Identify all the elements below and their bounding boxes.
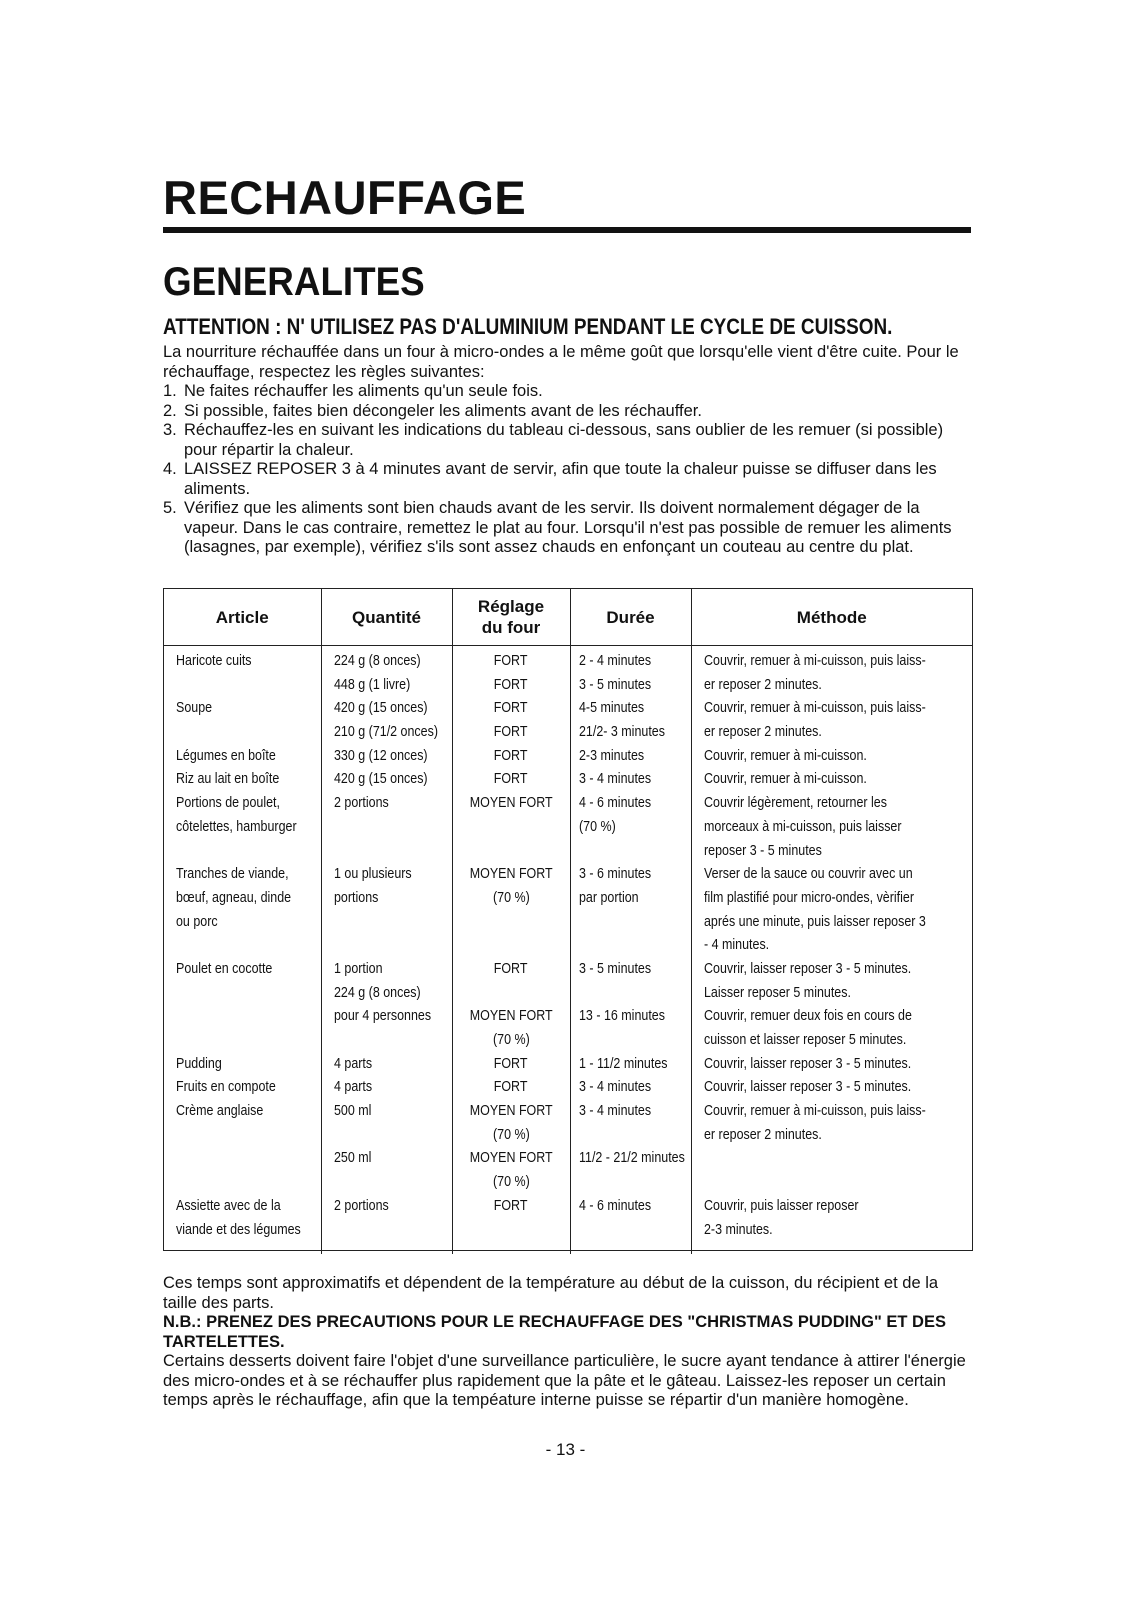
cell-line [334,1100,446,1124]
cell-line [176,1124,315,1148]
cell-text: FORT [494,960,528,977]
rule-item [163,460,975,499]
cell-text: 3 - 4 minutes [578,771,651,788]
cell-text: 448 g (1 livre) [333,676,410,693]
cell-text: côtelettes, hamburger [176,818,297,835]
cell-setting [452,863,570,958]
cell-quantity [321,958,452,1254]
cell-line [704,768,969,792]
cell-line [704,1005,969,1029]
cell-method [691,646,972,864]
cell-text: 3 - 5 minutes [578,676,651,693]
cell-line [704,982,969,1006]
cell-text: (70 %) [492,1174,530,1191]
cell-line [176,721,315,745]
cell-line [579,863,685,887]
cell-text: morceaux à mi-cuisson, puis laisser [703,818,902,835]
cell-text: film plastifié pour micro-ondes, vèrifier [703,889,914,906]
cell-line [704,721,969,745]
cell-text: MOYEN FORT [469,795,553,812]
rule-number: 3. [163,421,177,439]
cell-line [579,1219,685,1243]
rule-text: LAISSEZ REPOSER 3 à 4 minutes avant de servir, afin que toute la chaleur puisse se diffuser dans les aliments. [184,460,937,498]
cell-line [176,1171,315,1195]
cell-text: Couvrir, remuer à mi-cuisson, puis laiss- [703,1103,926,1120]
rule-number: 2. [163,401,177,420]
cell-line [334,840,446,864]
cell-line [453,840,570,864]
cell-line [579,1147,685,1171]
cell-method [691,863,972,958]
cell-line [704,650,969,674]
cell-line [579,674,685,698]
cell-line [704,792,969,816]
cell-quantity [321,646,452,864]
cell-line [453,1100,570,1124]
cell-line [176,697,315,721]
cell-line [334,958,446,982]
cell-line [176,1053,315,1077]
cell-line [579,1195,685,1219]
cell-line [704,674,969,698]
cell-method [691,958,972,1254]
table-row [164,646,972,864]
cell-line [453,958,570,982]
cell-line [176,1076,315,1100]
cell-text: 3 - 4 minutes [578,1079,651,1096]
rule-text: Réchauffez-les en suivant les indications du tableau ci-dessous, sans oublier de les remuer (si possible) pour répartir la chaleur. [184,421,944,459]
cell-line [176,911,315,935]
cell-line [704,1124,969,1148]
cell-line [579,768,685,792]
cell-line [176,958,315,982]
cell-text: FORT [494,1055,528,1072]
cell-text: Couvrir légèrement, retourner les [703,795,887,812]
cell-text: 3 - 5 minutes [578,960,651,977]
cell-line [334,721,446,745]
cell-line [453,674,570,698]
cell-line [579,792,685,816]
cell-text: 330 g (12 onces) [333,747,428,764]
cell-duration [570,863,691,958]
cell-line [579,887,685,911]
header-quantity: Quantité [321,589,452,646]
cell-text: (70 %) [492,1032,530,1048]
cell-line [334,674,446,698]
cell-text: - 4 minutes. [703,937,769,954]
cell-line [453,1053,570,1077]
section-heading: GENERALITES [163,260,425,304]
cell-text: 3 - 4 minutes [578,1103,651,1120]
cell-line [579,816,685,840]
cell-article [164,646,321,864]
christmas-pudding-warning: N.B.: PRENEZ DES PRECAUTIONS POUR LE RECHAUFFAGE DES "CHRISTMAS PUDDING" ET DES TARTELETTES. [163,1313,946,1351]
cell-line [579,1076,685,1100]
cell-text: Couvrir, laisser reposer 3 - 5 minutes. [703,960,911,977]
cell-line [176,934,315,958]
cell-text: Fruits en compote [176,1079,276,1096]
cell-text: pour 4 personnes [333,1008,431,1025]
rule-text: Ne faites réchauffer les aliments qu'un seule fois. [184,382,543,400]
cell-line [334,768,446,792]
cell-text: Crème anglaise [176,1103,264,1120]
cell-line [704,958,969,982]
cell-line [453,863,570,887]
cell-line [579,1100,685,1124]
rule-item [163,402,975,422]
cell-line [579,650,685,674]
cell-setting [452,646,570,864]
cell-text: 224 g (8 onces) [333,653,421,669]
cell-text: cuisson et laisser reposer 5 minutes. [703,1032,906,1048]
cell-line [579,1053,685,1077]
cell-line [334,934,446,958]
cell-line [453,1219,570,1243]
cell-line [579,697,685,721]
rule-number: 5. [163,499,177,517]
cell-text: MOYEN FORT [469,866,553,883]
cell-line [334,863,446,887]
intro-paragraph: La nourriture réchauffée dans un four à micro-ondes a le même goût que lorsqu'elle vient d'être cuite. Pour le réchauffage, respectez les règles suivantes: [163,343,959,381]
cell-text: 4 - 6 minutes [578,795,651,812]
header-setting [452,589,570,646]
cell-text: FORT [494,1197,528,1214]
cell-line [334,1195,446,1219]
cell-text: 13 - 16 minutes [578,1008,665,1025]
cell-quantity [321,863,452,958]
cell-text: 1 - 11/2 minutes [578,1055,667,1072]
cell-text: Portions de poulet, [176,795,280,812]
cell-line [453,792,570,816]
cell-line [453,1124,570,1148]
table-row [164,958,972,1254]
cell-text: MOYEN FORT [469,1150,553,1167]
cell-line [334,1219,446,1243]
rule-number: 1. [163,382,177,400]
cell-line [704,1076,969,1100]
cell-line [176,1005,315,1029]
cell-line [176,792,315,816]
cell-text: er reposer 2 minutes. [703,724,822,741]
cell-line [453,982,570,1006]
header-method: Méthode [691,589,972,646]
cell-text: Couvrir, puis laisser reposer [703,1197,859,1214]
cell-line [579,1029,685,1053]
cell-line [176,1219,315,1243]
cell-article [164,958,321,1254]
cell-text: Tranches de viande, [176,866,289,883]
cell-duration [570,646,691,864]
cell-text: bœuf, agneau, dinde [176,889,292,906]
cell-text: Couvrir, remuer à mi-cuisson, puis laiss- [703,700,926,717]
cell-text: Verser de la sauce ou couvrir avec un [703,866,913,883]
cell-line [176,816,315,840]
cell-line [334,911,446,935]
cell-line [579,1171,685,1195]
page-title: RECHAUFFAGE [163,171,527,224]
cell-text: Soupe [176,700,213,717]
reheating-table-grid [164,589,972,1254]
cell-text: MOYEN FORT [469,1008,553,1025]
cell-line [704,887,969,911]
cell-text: portions [333,889,378,906]
cell-text: 2 portions [333,1197,389,1214]
rule-text: Si possible, faites bien décongeler les aliments avant de les réchauffer. [184,401,702,420]
cell-text: 4-5 minutes [578,700,644,717]
cell-text: ou porc [176,913,218,930]
cell-line [334,745,446,769]
cell-text: viande et des légumes [176,1221,301,1238]
cell-line [453,816,570,840]
cell-line [579,840,685,864]
cell-text: FORT [494,676,528,693]
cell-line [176,745,315,769]
cell-line [453,768,570,792]
cell-text: FORT [494,724,528,741]
cell-line [176,840,315,864]
cell-line [704,840,969,864]
cell-line [453,887,570,911]
cell-line [453,721,570,745]
cell-line [334,1005,446,1029]
cell-line [453,934,570,958]
cell-setting [452,958,570,1254]
cell-text: 4 parts [333,1055,372,1072]
cell-text: Couvrir, remuer deux fois en cours de [703,1008,912,1025]
cell-text: 224 g (8 onces) [333,984,421,1001]
cell-line [176,863,315,887]
cell-text: 2-3 minutes. [703,1221,773,1238]
cell-line [453,1171,570,1195]
cell-text: 420 g (15 onces) [333,771,428,788]
rule-number: 4. [163,460,177,478]
cell-line [334,1171,446,1195]
cell-text: (70 %) [492,889,530,906]
cell-text: Poulet en cocotte [176,960,273,977]
cell-line [176,1100,315,1124]
cell-article [164,863,321,958]
rule-item [163,382,975,402]
cell-text: 1 ou plusieurs [333,866,412,883]
cell-line [453,1147,570,1171]
cell-line [704,1219,969,1243]
cell-text: MOYEN FORT [469,1103,553,1120]
cell-text: 1 portion [333,960,383,977]
cell-text: Haricote cuits [176,653,252,669]
page-number: - 13 - [545,1440,586,1459]
cell-line [453,1195,570,1219]
reheating-rules-list [163,382,975,558]
cell-line [334,816,446,840]
cell-line [704,911,969,935]
cell-line [453,650,570,674]
cell-line [334,650,446,674]
cell-text: 2 - 4 minutes [578,653,651,669]
cell-line [579,1124,685,1148]
cell-text: 210 g (71/2 onces) [333,724,438,741]
timing-note: Ces temps sont approximatifs et dépendent de la température au début de la cuisson, du récipient et de la taille des parts. [163,1274,939,1312]
cell-line [334,982,446,1006]
cell-text: 2 portions [333,795,389,812]
cell-line [704,863,969,887]
header-article: Article [164,589,321,646]
cell-text: 11/2 - 21/2 minutes [578,1150,685,1167]
cell-line [334,887,446,911]
cell-line [704,1053,969,1077]
cell-text: FORT [494,771,528,788]
cell-line [704,1171,969,1195]
cell-text: 500 ml [333,1103,371,1120]
cell-text: Couvrir, remuer à mi-cuisson. [703,771,867,788]
cell-line [453,745,570,769]
cell-line [334,1147,446,1171]
cell-text: (70 %) [578,818,616,835]
cell-line [334,1029,446,1053]
cell-text: aprés une minute, puis laisser reposer 3 [703,913,926,930]
table-body [164,646,972,1255]
cell-line [176,1147,315,1171]
cell-text: er reposer 2 minutes. [703,676,822,693]
cell-line [176,982,315,1006]
cell-line [704,697,969,721]
cell-line [704,934,969,958]
cell-line [334,1053,446,1077]
cell-line [176,768,315,792]
cell-text: FORT [494,653,528,669]
cell-text: Légumes en boîte [176,747,276,764]
cell-line [704,745,969,769]
cell-line [704,1029,969,1053]
cell-line [334,697,446,721]
cell-text: Couvrir, remuer à mi-cuisson, puis laiss- [703,653,926,669]
cell-line [176,1195,315,1219]
desserts-paragraph: Certains desserts doivent faire l'objet d'une surveillance particulière, le sucre ayant tendance à attirer l'énergie des micro-ondes et à se réchauffer plus rapidement que la pâte et le gâteau. Laissez-les reposer un certain temps après le réchauffage, afin que la tempéature interne puisse se répartir d'un manière homogène. [163,1352,966,1409]
cell-line [704,1147,969,1171]
cell-line [176,650,315,674]
cell-line [334,1124,446,1148]
cell-line [704,1195,969,1219]
cell-line [453,911,570,935]
cell-line [579,911,685,935]
cell-duration [570,958,691,1254]
cell-line [579,745,685,769]
header-setting-label: Réglage du four [477,597,545,637]
cell-text: Riz au lait en boîte [176,771,280,788]
cell-text: (70 %) [492,1126,530,1143]
cell-text: Couvrir, laisser reposer 3 - 5 minutes. [703,1079,911,1096]
cell-text: par portion [578,889,639,906]
cell-text: 420 g (15 onces) [333,700,428,717]
cell-text: er reposer 2 minutes. [703,1126,822,1143]
cell-line [176,674,315,698]
reheating-table [163,588,973,1251]
cell-line [704,816,969,840]
cell-text: 250 ml [333,1150,371,1167]
title-underline [163,227,971,233]
cell-line [453,1029,570,1053]
cell-text: FORT [494,1079,528,1096]
cell-text: 4 - 6 minutes [578,1197,651,1214]
cell-line [579,934,685,958]
cell-line [579,1005,685,1029]
cell-line [453,1005,570,1029]
cell-text: 4 parts [333,1079,372,1096]
cell-line [453,1076,570,1100]
cell-text: Pudding [176,1055,222,1072]
cell-line [579,721,685,745]
rule-text: Vérifiez que les aliments sont bien chauds avant de les servir. Ils doivent normalement dégager de la vapeur. Dans le cas contraire, remettez le plat au four. Lorsqu'il n'est pas possible de remuer les aliments (lasagnes, par exemple), vérifiez s'ils sont assez chauds en enfonçant un couteau au centre du plat. [184,499,952,556]
cell-line [453,697,570,721]
cell-text: 21/2- 3 minutes [578,724,665,741]
cell-text: Assiette avec de la [176,1197,281,1214]
cell-text: Couvrir, laisser reposer 3 - 5 minutes. [703,1055,911,1072]
cell-text: Couvrir, remuer à mi-cuisson. [703,747,867,764]
cell-line [176,887,315,911]
cell-text: 3 - 6 minutes [578,866,651,883]
aluminium-warning: ATTENTION : N' UTILISEZ PAS D'ALUMINIUM PENDANT LE CYCLE DE CUISSON. [163,314,893,339]
cell-text: FORT [494,747,528,764]
cell-text: reposer 3 - 5 minutes [703,842,822,859]
cell-line [579,958,685,982]
cell-line [704,1100,969,1124]
cell-line [176,1029,315,1053]
cell-text: 2-3 minutes [578,747,644,764]
table-row [164,863,972,958]
cell-line [334,1076,446,1100]
cell-text: Laisser reposer 5 minutes. [703,984,851,1001]
table-header-row [164,589,972,646]
rule-item [163,499,975,558]
rule-item [163,421,975,460]
cell-line [334,792,446,816]
cell-text: FORT [494,700,528,717]
header-duration: Durée [570,589,691,646]
cell-line [579,982,685,1006]
